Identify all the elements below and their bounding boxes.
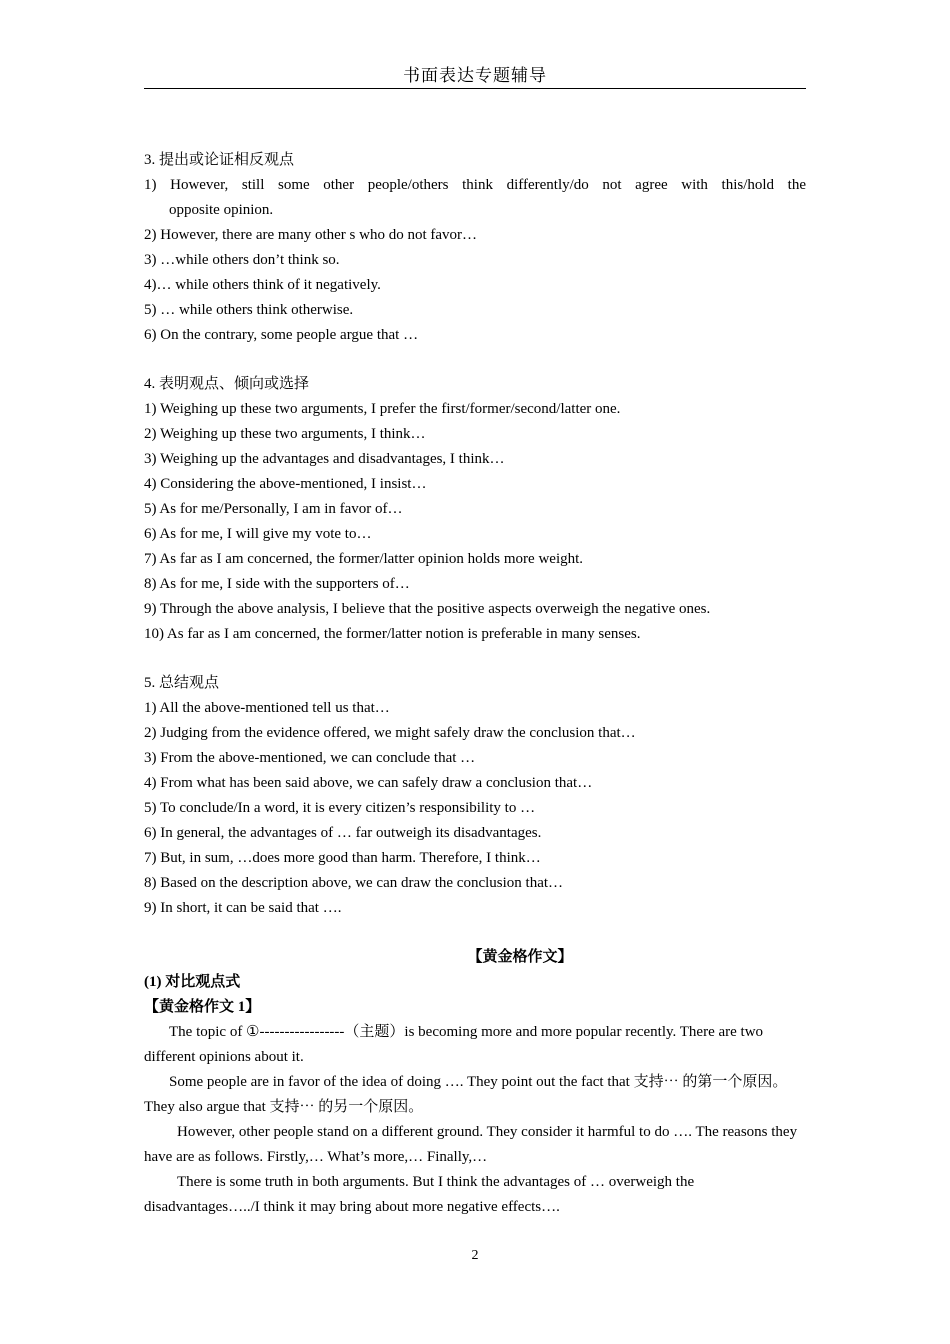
essay-paragraph-1: The topic of ①-----------------（主题）is becoming more and more popular recently. There are two different opinions about it. — [144, 1024, 764, 1065]
spacer — [144, 921, 806, 945]
page-number: 2 — [471, 1248, 479, 1263]
section-4-item: 9) Through the above analysis, I believe that the positive aspects overweigh the negative ones. — [144, 601, 711, 617]
header-title: 书面表达专题辅导 — [403, 66, 547, 85]
section-4-item: 8) As for me, I side with the supporters of… — [144, 576, 410, 592]
section-5-item: 9) In short, it can be said that …. — [144, 900, 342, 916]
section-4-item: 10) As far as I am concerned, the former/latter notion is preferable in many senses. — [144, 626, 641, 642]
essay-paragraph-4: There is some truth in both arguments. But I think the advantages of … overweigh the disadvantages…../I think it may bring about more negative effects…. — [144, 1174, 695, 1215]
spacer — [144, 647, 806, 671]
section-4-heading: 4. 表明观点、倾向或选择 — [144, 376, 310, 392]
section-4-item: 4) Considering the above-mentioned, I insist… — [144, 476, 427, 492]
section-3-item: 3) …while others don’t think so. — [144, 252, 340, 268]
section-5-item: 8) Based on the description above, we can draw the conclusion that… — [144, 875, 564, 891]
section-5-item: 2) Judging from the evidence offered, we might safely draw the conclusion that… — [144, 725, 636, 741]
section-3-item: 4)… while others think of it negatively. — [144, 277, 381, 293]
section-5-item: 5) To conclude/In a word, it is every citizen’s responsibility to … — [144, 800, 536, 816]
section-5-item: 1) All the above-mentioned tell us that… — [144, 700, 390, 716]
section-5-item: 3) From the above-mentioned, we can conclude that … — [144, 750, 476, 766]
section-3-item: 2) However, there are many other s who do not favor… — [144, 227, 478, 243]
essay-paragraph-3: However, other people stand on a different ground. They consider it harmful to do …. The reasons they have are as follows. Firstly,… What’s more,… Finally,… — [144, 1124, 798, 1165]
section-4-item: 2) Weighing up these two arguments, I think… — [144, 426, 426, 442]
page-header — [144, 64, 806, 89]
section-3-item-1: 1) However, still some other people/others think differently/do not agree with this/hold the — [144, 177, 806, 193]
section-4-item: 7) As far as I am concerned, the former/latter opinion holds more weight. — [144, 551, 584, 567]
golden-essay-title: 【黄金格作文 1】 — [144, 999, 261, 1015]
section-4-item: 3) Weighing up the advantages and disadvantages, I think… — [144, 451, 505, 467]
essay-paragraph-2: Some people are in favor of the idea of doing …. They point out the fact that 支持⋯ 的第一个原因。They also argue that 支持⋯ 的另一个原因。 — [144, 1074, 788, 1115]
section-4-item: 6) As for me, I will give my vote to… — [144, 526, 372, 542]
section-5-item: 7) But, in sum, …does more good than harm. Therefore, I think… — [144, 850, 541, 866]
section-5-item: 4) From what has been said above, we can safely draw a conclusion that… — [144, 775, 593, 791]
section-5-heading: 5. 总结观点 — [144, 675, 220, 691]
section-3-heading: 3. 提出或论证相反观点 — [144, 152, 295, 168]
golden-essay-subtitle: (1) 对比观点式 — [144, 974, 241, 990]
golden-essay-section-title: 【黄金格作文】 — [467, 949, 573, 965]
section-3-item: 6) On the contrary, some people argue that … — [144, 327, 419, 343]
section-5-item: 6) In general, the advantages of … far outweigh its disadvantages. — [144, 825, 542, 841]
spacer — [144, 348, 806, 372]
section-4-item: 1) Weighing up these two arguments, I prefer the first/former/second/latter one. — [144, 401, 621, 417]
document-body — [144, 148, 806, 1220]
section-3-item: 5) … while others think otherwise. — [144, 302, 354, 318]
section-3-item-1-continued: opposite opinion. — [169, 202, 274, 218]
section-4-item: 5) As for me/Personally, I am in favor of… — [144, 501, 403, 517]
